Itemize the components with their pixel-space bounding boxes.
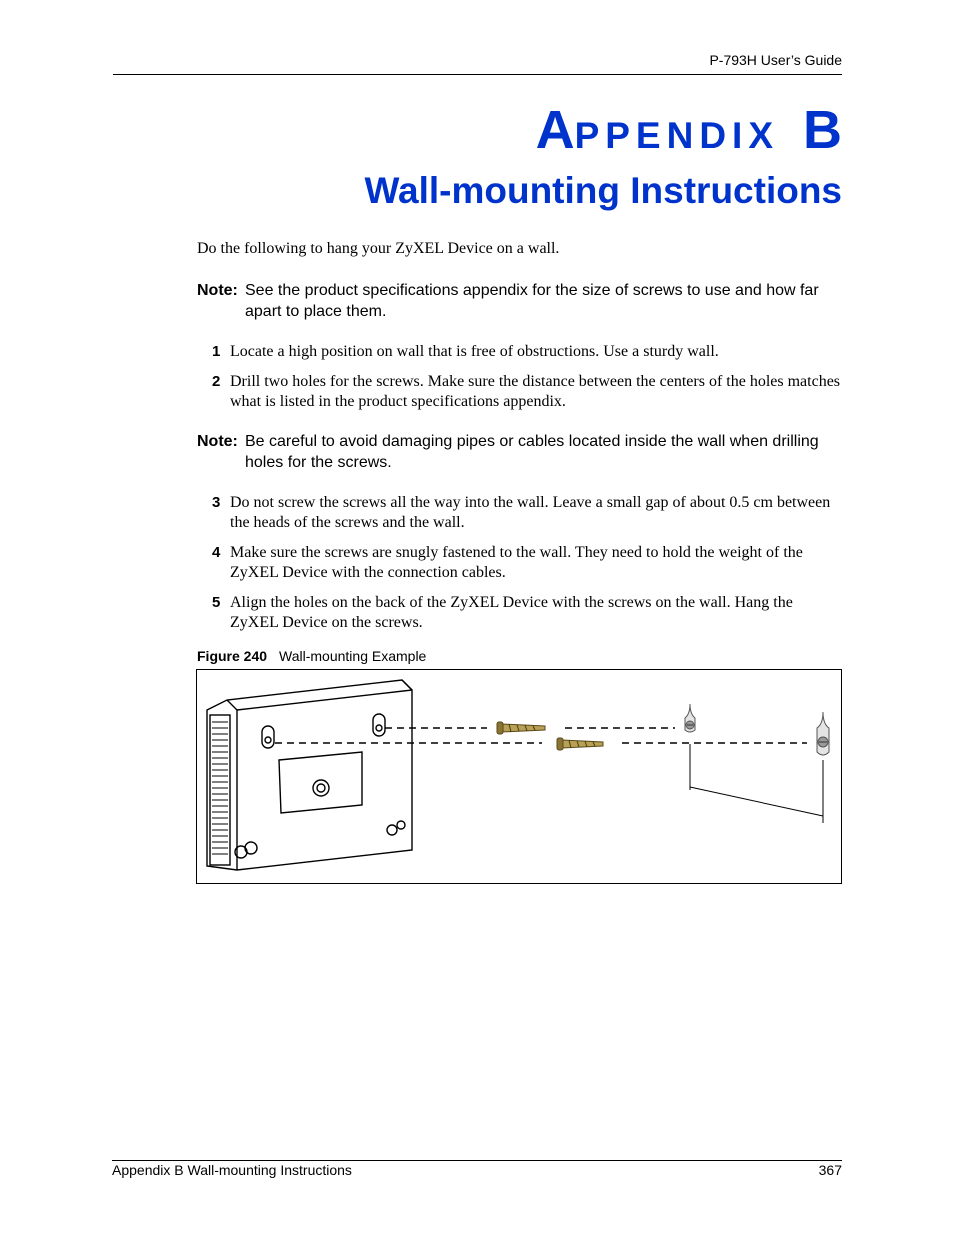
appendix-letter: B bbox=[803, 100, 842, 160]
step-number: 1 bbox=[212, 343, 221, 360]
appendix-word: PPENDIX bbox=[574, 115, 779, 156]
figure-label: Figure 240 bbox=[197, 648, 268, 664]
step-number: 4 bbox=[212, 544, 221, 561]
wall-mounting-illustration bbox=[197, 670, 841, 883]
note-text: See the product specifications appendix for the size of screws to use and how far apart to place them. bbox=[245, 282, 819, 320]
intro-paragraph: Do the following to hang your ZyXEL Device on a wall. bbox=[197, 240, 560, 257]
wall-anchor-left bbox=[685, 704, 695, 732]
wall-mounting-figure bbox=[196, 669, 842, 884]
appendix-initial: A bbox=[535, 100, 575, 160]
appendix-title bbox=[535, 100, 842, 160]
step-number: 2 bbox=[212, 373, 221, 390]
step-item bbox=[208, 342, 842, 362]
footer-section: Appendix B Wall-mounting Instructions bbox=[112, 1162, 352, 1178]
step-number: 3 bbox=[212, 494, 221, 511]
running-header: P-793H User’s Guide bbox=[709, 52, 842, 68]
device-illustration bbox=[207, 680, 412, 870]
chapter-title: Wall-mounting Instructions bbox=[364, 170, 842, 211]
wall-anchor-right bbox=[817, 712, 829, 755]
step-item bbox=[208, 543, 842, 583]
figure-caption bbox=[197, 648, 426, 664]
screw-lower bbox=[557, 738, 603, 750]
note-label: Note: bbox=[197, 282, 238, 299]
step-text: Locate a high position on wall that is free of obstructions. Use a sturdy wall. bbox=[230, 343, 719, 360]
footer-rule bbox=[112, 1160, 842, 1161]
note-wall-caution bbox=[197, 431, 842, 473]
step-text: Do not screw the screws all the way into the wall. Leave a small gap of about 0.5 cm between the heads of the screws and the wall. bbox=[230, 494, 831, 531]
step-text: Make sure the screws are snugly fastened to the wall. They need to hold the weight of the ZyXEL Device with the connection cables. bbox=[230, 544, 803, 581]
screw-upper bbox=[497, 722, 545, 734]
step-text: Drill two holes for the screws. Make sure the distance between the centers of the holes matches what is listed in the product specifications appendix. bbox=[230, 373, 841, 410]
step-item bbox=[208, 593, 842, 633]
note-screw-size bbox=[197, 280, 842, 322]
step-number: 5 bbox=[212, 594, 221, 611]
step-text: Align the holes on the back of the ZyXEL Device with the screws on the wall. Hang the ZyXEL Device on the screws. bbox=[230, 594, 793, 631]
step-item bbox=[208, 493, 842, 533]
distance-guide bbox=[690, 744, 823, 823]
page-number: 367 bbox=[818, 1162, 842, 1178]
figure-title: Wall-mounting Example bbox=[279, 648, 427, 664]
step-item bbox=[208, 372, 842, 412]
header-rule bbox=[113, 74, 842, 75]
note-text: Be careful to avoid damaging pipes or cables located inside the wall when drilling holes for the screws. bbox=[245, 433, 819, 471]
note-label: Note: bbox=[197, 433, 238, 450]
